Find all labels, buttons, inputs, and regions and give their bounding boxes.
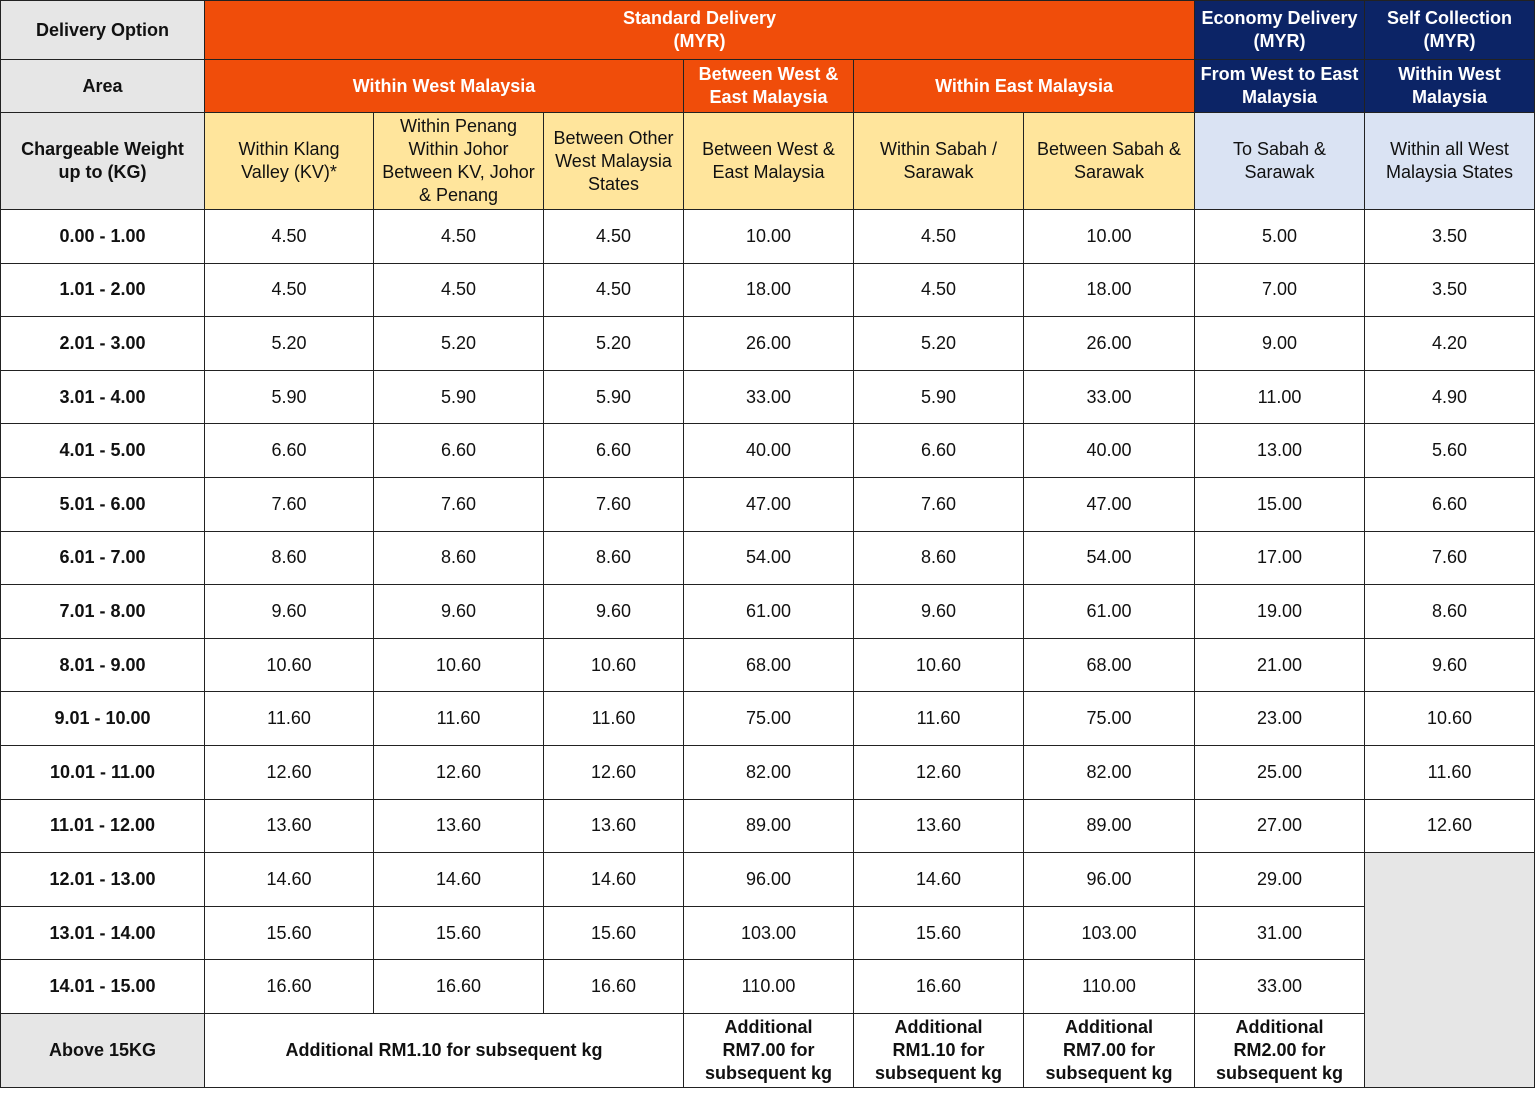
rate-other-west: 7.60 bbox=[544, 477, 684, 531]
rate-economy: 7.00 bbox=[1195, 263, 1365, 317]
rate-between-sabah-sarawak: 10.00 bbox=[1024, 210, 1195, 264]
weight-range: 7.01 - 8.00 bbox=[1, 585, 205, 639]
rate-within-sabah-sarawak: 13.60 bbox=[854, 799, 1024, 853]
rate-self-collection: 5.60 bbox=[1365, 424, 1535, 478]
rate-other-west: 13.60 bbox=[544, 799, 684, 853]
rate-within-sabah-sarawak: 12.60 bbox=[854, 745, 1024, 799]
weight-range: 11.01 - 12.00 bbox=[1, 799, 205, 853]
rate-between-sabah-sarawak: 103.00 bbox=[1024, 906, 1195, 960]
table-row bbox=[1, 638, 1535, 692]
rate-penang-johor: 6.60 bbox=[374, 424, 544, 478]
sub-within-klang-valley: Within Klang Valley (KV)* bbox=[205, 113, 374, 210]
rate-economy: 31.00 bbox=[1195, 906, 1365, 960]
weight-range: 3.01 - 4.00 bbox=[1, 370, 205, 424]
rate-klang-valley: 5.90 bbox=[205, 370, 374, 424]
rate-other-west: 5.20 bbox=[544, 317, 684, 371]
rate-klang-valley: 15.60 bbox=[205, 906, 374, 960]
rate-penang-johor: 10.60 bbox=[374, 638, 544, 692]
surcharge-within-east: Additional RM1.10 for subsequent kg bbox=[854, 1013, 1024, 1087]
rate-between-sabah-sarawak: 82.00 bbox=[1024, 745, 1195, 799]
rate-klang-valley: 8.60 bbox=[205, 531, 374, 585]
rate-self-collection: 9.60 bbox=[1365, 638, 1535, 692]
rate-between-west-east: 103.00 bbox=[684, 906, 854, 960]
rate-economy: 11.00 bbox=[1195, 370, 1365, 424]
rate-other-west: 11.60 bbox=[544, 692, 684, 746]
rate-other-west: 5.90 bbox=[544, 370, 684, 424]
rate-economy: 29.00 bbox=[1195, 853, 1365, 907]
rate-other-west: 16.60 bbox=[544, 960, 684, 1014]
rate-within-sabah-sarawak: 8.60 bbox=[854, 531, 1024, 585]
area-within-east: Within East Malaysia bbox=[854, 60, 1195, 113]
self-collection-not-available bbox=[1365, 853, 1535, 1088]
table-row bbox=[1, 531, 1535, 585]
rate-penang-johor: 4.50 bbox=[374, 263, 544, 317]
rate-penang-johor: 7.60 bbox=[374, 477, 544, 531]
weight-range: 6.01 - 7.00 bbox=[1, 531, 205, 585]
rate-klang-valley: 5.20 bbox=[205, 317, 374, 371]
table-row bbox=[1, 370, 1535, 424]
rate-within-sabah-sarawak: 6.60 bbox=[854, 424, 1024, 478]
rate-between-west-east: 33.00 bbox=[684, 370, 854, 424]
table-row bbox=[1, 745, 1535, 799]
rate-between-sabah-sarawak: 40.00 bbox=[1024, 424, 1195, 478]
rate-penang-johor: 9.60 bbox=[374, 585, 544, 639]
rate-other-west: 12.60 bbox=[544, 745, 684, 799]
area-label: Area bbox=[1, 60, 205, 113]
area-between-west-east: Between West & East Malaysia bbox=[684, 60, 854, 113]
delivery-option-label: Delivery Option bbox=[1, 1, 205, 60]
rate-between-sabah-sarawak: 96.00 bbox=[1024, 853, 1195, 907]
rate-within-sabah-sarawak: 14.60 bbox=[854, 853, 1024, 907]
surcharge-economy: Additional RM2.00 for subsequent kg bbox=[1195, 1013, 1365, 1087]
surcharge-west: Additional RM1.10 for subsequent kg bbox=[205, 1013, 684, 1087]
rate-penang-johor: 16.60 bbox=[374, 960, 544, 1014]
rate-economy: 19.00 bbox=[1195, 585, 1365, 639]
area-self-within-west: Within West Malaysia bbox=[1365, 60, 1535, 113]
weight-range: 1.01 - 2.00 bbox=[1, 263, 205, 317]
rate-klang-valley: 11.60 bbox=[205, 692, 374, 746]
rate-between-sabah-sarawak: 110.00 bbox=[1024, 960, 1195, 1014]
rate-between-west-east: 68.00 bbox=[684, 638, 854, 692]
rate-economy: 9.00 bbox=[1195, 317, 1365, 371]
table-row bbox=[1, 799, 1535, 853]
rate-between-sabah-sarawak: 89.00 bbox=[1024, 799, 1195, 853]
rate-between-west-east: 110.00 bbox=[684, 960, 854, 1014]
sub-between-west-east: Between West & East Malaysia bbox=[684, 113, 854, 210]
rate-between-west-east: 75.00 bbox=[684, 692, 854, 746]
sub-to-sabah-sarawak: To Sabah & Sarawak bbox=[1195, 113, 1365, 210]
rate-economy: 5.00 bbox=[1195, 210, 1365, 264]
rate-self-collection: 10.60 bbox=[1365, 692, 1535, 746]
rate-economy: 21.00 bbox=[1195, 638, 1365, 692]
rate-other-west: 10.60 bbox=[544, 638, 684, 692]
sub-penang-johor: Within Penang Within Johor Between KV, Johor & Penang bbox=[374, 113, 544, 210]
rate-between-west-east: 26.00 bbox=[684, 317, 854, 371]
rate-between-west-east: 54.00 bbox=[684, 531, 854, 585]
rate-other-west: 4.50 bbox=[544, 263, 684, 317]
rate-other-west: 4.50 bbox=[544, 210, 684, 264]
sub-between-sabah-sarawak: Between Sabah & Sarawak bbox=[1024, 113, 1195, 210]
rate-klang-valley: 4.50 bbox=[205, 210, 374, 264]
rate-klang-valley: 4.50 bbox=[205, 263, 374, 317]
rate-penang-johor: 5.90 bbox=[374, 370, 544, 424]
above-15kg-row bbox=[1, 1013, 1535, 1087]
chargeable-weight-label: Chargeable Weight up to (KG) bbox=[1, 113, 205, 210]
rate-within-sabah-sarawak: 5.90 bbox=[854, 370, 1024, 424]
rate-klang-valley: 10.60 bbox=[205, 638, 374, 692]
standard-delivery-header: Standard Delivery (MYR) bbox=[205, 1, 1195, 60]
rate-economy: 13.00 bbox=[1195, 424, 1365, 478]
rate-economy: 15.00 bbox=[1195, 477, 1365, 531]
rate-between-west-east: 89.00 bbox=[684, 799, 854, 853]
rate-penang-johor: 14.60 bbox=[374, 853, 544, 907]
rate-economy: 17.00 bbox=[1195, 531, 1365, 585]
rate-other-west: 14.60 bbox=[544, 853, 684, 907]
rate-within-sabah-sarawak: 15.60 bbox=[854, 906, 1024, 960]
rate-between-west-east: 40.00 bbox=[684, 424, 854, 478]
rate-between-sabah-sarawak: 18.00 bbox=[1024, 263, 1195, 317]
rate-between-sabah-sarawak: 26.00 bbox=[1024, 317, 1195, 371]
rate-within-sabah-sarawak: 16.60 bbox=[854, 960, 1024, 1014]
weight-range: 10.01 - 11.00 bbox=[1, 745, 205, 799]
weight-range: 14.01 - 15.00 bbox=[1, 960, 205, 1014]
table-row bbox=[1, 317, 1535, 371]
sub-other-west-states: Between Other West Malaysia States bbox=[544, 113, 684, 210]
rate-klang-valley: 12.60 bbox=[205, 745, 374, 799]
weight-range: 2.01 - 3.00 bbox=[1, 317, 205, 371]
surcharge-between-sabah-sarawak: Additional RM7.00 for subsequent kg bbox=[1024, 1013, 1195, 1087]
table-row bbox=[1, 424, 1535, 478]
rate-within-sabah-sarawak: 4.50 bbox=[854, 210, 1024, 264]
rate-self-collection: 4.20 bbox=[1365, 317, 1535, 371]
rate-self-collection: 7.60 bbox=[1365, 531, 1535, 585]
rate-penang-johor: 4.50 bbox=[374, 210, 544, 264]
rate-klang-valley: 16.60 bbox=[205, 960, 374, 1014]
rate-between-sabah-sarawak: 54.00 bbox=[1024, 531, 1195, 585]
rate-other-west: 8.60 bbox=[544, 531, 684, 585]
rate-between-west-east: 82.00 bbox=[684, 745, 854, 799]
self-collection-header: Self Collection (MYR) bbox=[1365, 1, 1535, 60]
rate-between-sabah-sarawak: 61.00 bbox=[1024, 585, 1195, 639]
rate-within-sabah-sarawak: 5.20 bbox=[854, 317, 1024, 371]
weight-range: 9.01 - 10.00 bbox=[1, 692, 205, 746]
table-row bbox=[1, 263, 1535, 317]
rate-within-sabah-sarawak: 7.60 bbox=[854, 477, 1024, 531]
economy-delivery-header: Economy Delivery (MYR) bbox=[1195, 1, 1365, 60]
rate-self-collection: 11.60 bbox=[1365, 745, 1535, 799]
rate-within-sabah-sarawak: 9.60 bbox=[854, 585, 1024, 639]
area-from-west-to-east: From West to East Malaysia bbox=[1195, 60, 1365, 113]
rate-between-west-east: 10.00 bbox=[684, 210, 854, 264]
above-15kg-label: Above 15KG bbox=[1, 1013, 205, 1087]
rate-within-sabah-sarawak: 4.50 bbox=[854, 263, 1024, 317]
rate-self-collection: 3.50 bbox=[1365, 263, 1535, 317]
table-row bbox=[1, 692, 1535, 746]
rate-other-west: 6.60 bbox=[544, 424, 684, 478]
rate-economy: 33.00 bbox=[1195, 960, 1365, 1014]
rate-penang-johor: 12.60 bbox=[374, 745, 544, 799]
weight-range: 5.01 - 6.00 bbox=[1, 477, 205, 531]
rate-other-west: 9.60 bbox=[544, 585, 684, 639]
rate-klang-valley: 6.60 bbox=[205, 424, 374, 478]
weight-range: 13.01 - 14.00 bbox=[1, 906, 205, 960]
weight-range: 12.01 - 13.00 bbox=[1, 853, 205, 907]
rate-penang-johor: 15.60 bbox=[374, 906, 544, 960]
rate-between-sabah-sarawak: 75.00 bbox=[1024, 692, 1195, 746]
weight-range: 0.00 - 1.00 bbox=[1, 210, 205, 264]
rate-between-sabah-sarawak: 33.00 bbox=[1024, 370, 1195, 424]
rate-klang-valley: 13.60 bbox=[205, 799, 374, 853]
rate-self-collection: 8.60 bbox=[1365, 585, 1535, 639]
rate-klang-valley: 7.60 bbox=[205, 477, 374, 531]
rate-penang-johor: 5.20 bbox=[374, 317, 544, 371]
rate-economy: 27.00 bbox=[1195, 799, 1365, 853]
sub-within-all-west: Within all West Malaysia States bbox=[1365, 113, 1535, 210]
rate-between-west-east: 96.00 bbox=[684, 853, 854, 907]
table-row bbox=[1, 585, 1535, 639]
rate-within-sabah-sarawak: 10.60 bbox=[854, 638, 1024, 692]
rate-between-sabah-sarawak: 47.00 bbox=[1024, 477, 1195, 531]
rate-self-collection: 12.60 bbox=[1365, 799, 1535, 853]
rate-self-collection: 3.50 bbox=[1365, 210, 1535, 264]
rate-other-west: 15.60 bbox=[544, 906, 684, 960]
rate-penang-johor: 13.60 bbox=[374, 799, 544, 853]
rate-between-sabah-sarawak: 68.00 bbox=[1024, 638, 1195, 692]
table-row bbox=[1, 853, 1535, 907]
rate-penang-johor: 11.60 bbox=[374, 692, 544, 746]
table-row bbox=[1, 477, 1535, 531]
rate-economy: 25.00 bbox=[1195, 745, 1365, 799]
table-row bbox=[1, 906, 1535, 960]
rate-within-sabah-sarawak: 11.60 bbox=[854, 692, 1024, 746]
rate-between-west-east: 18.00 bbox=[684, 263, 854, 317]
table-row bbox=[1, 210, 1535, 264]
rate-self-collection: 4.90 bbox=[1365, 370, 1535, 424]
table-row bbox=[1, 960, 1535, 1014]
surcharge-between-west-east: Additional RM7.00 for subsequent kg bbox=[684, 1013, 854, 1087]
rate-klang-valley: 9.60 bbox=[205, 585, 374, 639]
rate-penang-johor: 8.60 bbox=[374, 531, 544, 585]
rate-klang-valley: 14.60 bbox=[205, 853, 374, 907]
sub-within-sabah-sarawak: Within Sabah / Sarawak bbox=[854, 113, 1024, 210]
rate-self-collection: 6.60 bbox=[1365, 477, 1535, 531]
rate-between-west-east: 61.00 bbox=[684, 585, 854, 639]
rate-economy: 23.00 bbox=[1195, 692, 1365, 746]
weight-range: 8.01 - 9.00 bbox=[1, 638, 205, 692]
area-within-west: Within West Malaysia bbox=[205, 60, 684, 113]
rate-between-west-east: 47.00 bbox=[684, 477, 854, 531]
weight-range: 4.01 - 5.00 bbox=[1, 424, 205, 478]
